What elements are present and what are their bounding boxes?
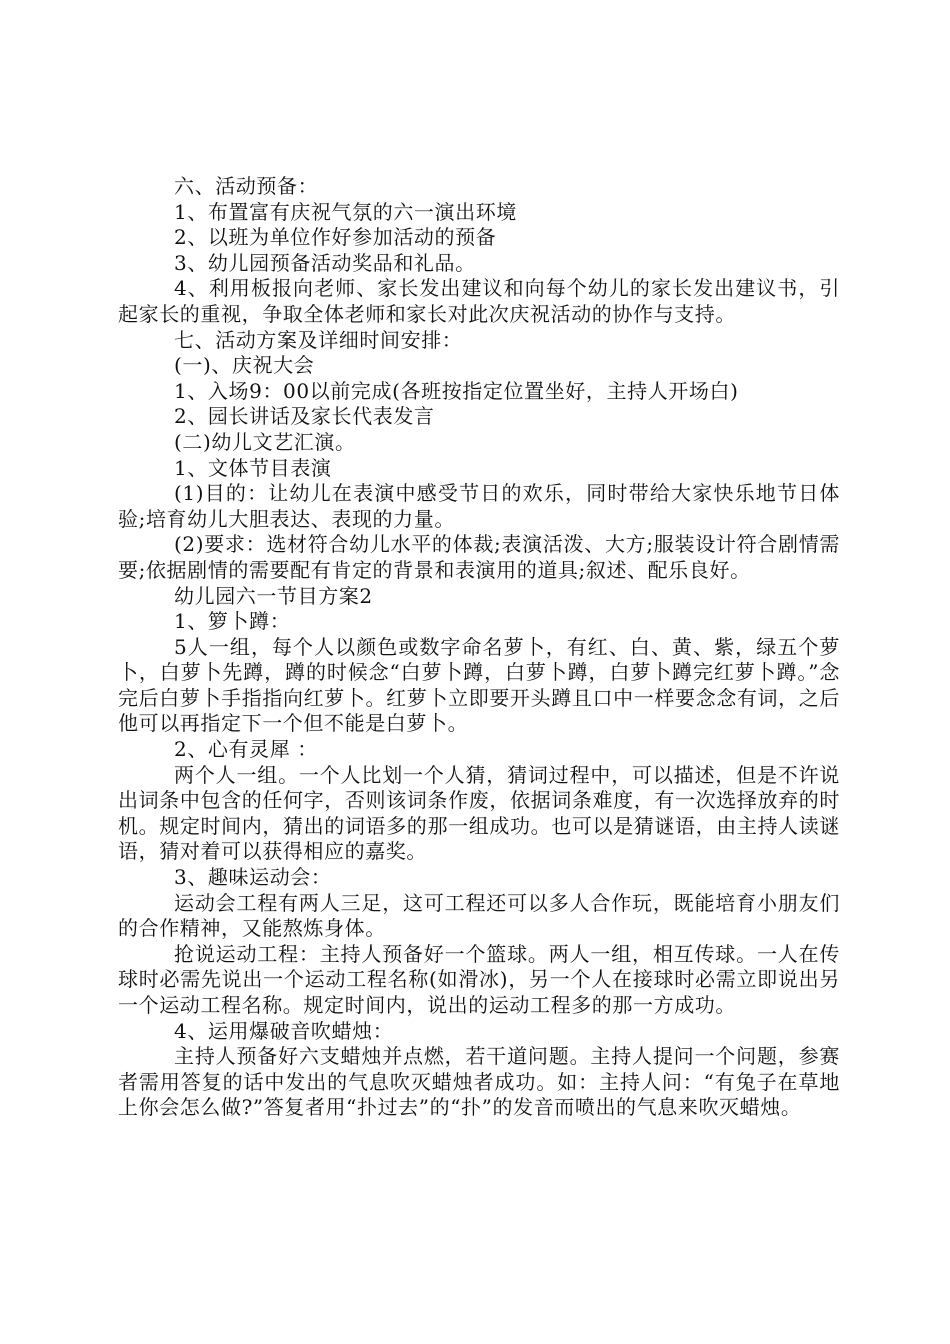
paragraph: 1、文体节目表演 [174,455,332,480]
paragraph: 主持人预备好六支蜡烛并点燃，若干道问题。主持人提问一个问题，参赛者需用答复的话中发出的气息吹灭蜡烛者成功。如：主持人问：“有兔子在草地上你会怎么做?”答复者用“扑过去”的“扑”的发音而喷出的气息来吹灭蜡烛。 [118,1044,840,1120]
paragraph: (一)、庆祝大会 [174,353,315,378]
paragraph: (二)幼儿文艺汇演。 [174,429,356,454]
paragraph: 1、箩卜蹲： [174,609,291,634]
paragraph: 2、心有灵犀 ： [174,737,318,762]
paragraph: 六、活动预备： [174,174,319,198]
paragraph: (1)目的：让幼儿在表演中感受节日的欢乐，同时带给大家快乐地节日体验;培育幼儿大胆表达、表现的力量。 [118,481,840,531]
paragraph: (2)要求：选材符合幼儿水平的体裁;表演活泼、大方;服装设计符合剧情需要;依据剧情的需要配有肯定的背景和表演用的道具;叙述、配乐良好。 [118,532,840,582]
document-body [118,174,840,1121]
paragraph: 3、趣味运动会： [174,865,332,890]
paragraph: 1、入场9：00以前完成(各班按指定位置坐好，主持人开场白) [174,378,739,403]
paragraph: 抢说运动工程：主持人预备好一个篮球。两人一组，相互传球。一人在传球时必需先说出一个运动工程名称(如滑冰)，另一个人在接球时必需立即说出另一个运动工程名称。规定时间内，说出的运动工程多的那一方成功。 [118,941,840,1017]
paragraph: 4、运用爆破音吹蜡烛： [174,1018,394,1043]
paragraph: 2、园长讲话及家长代表发言 [174,404,435,429]
section-heading: 幼儿园六一节目方案2 [174,583,373,608]
paragraph: 1、布置富有庆祝气氛的六一演出环境 [174,199,517,224]
paragraph: 4、利用板报向老师、家长发出建议和向每个幼儿的家长发出建议书，引起家长的重视，争取全体老师和家长对此次庆祝活动的协作与支持。 [118,276,840,326]
paragraph: 3、幼儿园预备活动奖品和礼品。 [174,250,476,275]
paragraph: 运动会工程有两人三足，这可工程还可以多人合作玩，既能培育小朋友们的合作精神，又能熬炼身体。 [118,890,840,941]
paragraph: 七、活动方案及详细时间安排： [174,327,463,352]
paragraph: 2、以班为单位作好参加活动的预备 [174,225,497,250]
paragraph: 5人一组，每个人以颜色或数字命名萝卜，有红、白、黄、紫，绿五个萝卜，白萝卜先蹲，蹲的时候念“白萝卜蹲，白萝卜蹲，白萝卜蹲完红萝卜蹲。”念完后白萝卜手指指向红萝卜。红萝卜立即要开头蹲且口中一样要念念有词，之后他可以再指定下一个但不能是白萝卜。 [118,634,840,736]
paragraph: 两个人一组。一个人比划一个人猜，猜词过程中，可以描述，但是不许说出词条中包含的任何字，否则该词条作废，依据词条难度，有一次选择放弃的时机。规定时间内，猜出的词语多的那一组成功。也可以是猜谜语，由主持人读谜语，猜对着可以获得相应的嘉奖。 [118,762,840,864]
